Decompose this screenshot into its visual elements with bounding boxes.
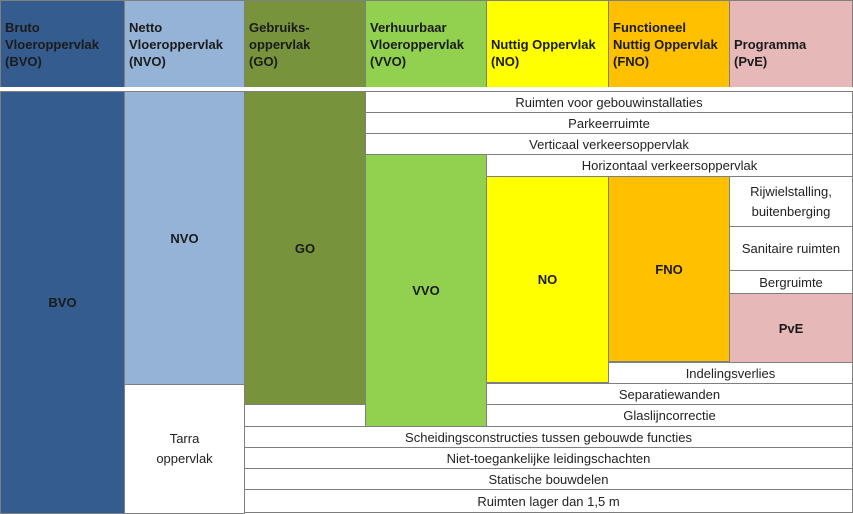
horizontaal-label: Horizontaal verkeersoppervlak (581, 158, 758, 173)
block-nvo (124, 91, 245, 385)
block-no-label: NO (537, 272, 558, 287)
block-sanitair (729, 226, 853, 271)
header-no-line1 (491, 19, 596, 36)
header-no (486, 0, 609, 88)
sanitair-label: Sanitaire ruimten (741, 241, 841, 256)
block-pve-label: PvE (778, 320, 804, 336)
row-leiding (244, 447, 853, 469)
row-verticaal (365, 133, 853, 155)
block-go-gap (244, 404, 366, 428)
row-scheiding (244, 426, 853, 448)
header-vvo-line2: Vloeroppervlak (370, 36, 464, 52)
block-vvo (365, 154, 487, 427)
block-fno-label: FNO (655, 261, 683, 277)
row-glaslijn (486, 404, 853, 427)
block-fno (608, 176, 730, 362)
header-fno-line1: Functioneel (613, 19, 686, 35)
row-horizontaal (486, 154, 853, 177)
block-berg (729, 270, 853, 294)
header-vvo-line3: (VVO) (370, 53, 407, 69)
block-rijwiel (729, 176, 853, 227)
lager-label: Ruimten lager dan 1,5 m (477, 493, 620, 509)
header-nvo (124, 0, 245, 88)
block-nvo-label: NVO (170, 230, 199, 246)
block-bvo (0, 91, 125, 514)
row-statisch (244, 468, 853, 490)
header-pve-line1 (734, 19, 806, 36)
block-pve (729, 293, 853, 363)
header-vvo (365, 0, 487, 88)
header-nvo-line2: Vloeroppervlak (129, 36, 223, 52)
rijwiel-line1: Rijwielstalling, (750, 183, 832, 199)
header-no-line2: Nuttig Oppervlak (491, 36, 596, 52)
block-tarra (124, 384, 245, 514)
header-no-line3: (NO) (491, 53, 520, 69)
verticaal-label: Verticaal verkeersoppervlak (529, 136, 689, 152)
block-no (486, 176, 609, 383)
header-pve-line3: (PvE) (734, 53, 768, 69)
block-go-label: GO (294, 240, 316, 256)
row-lager (244, 489, 853, 513)
row-parkeer (365, 112, 853, 134)
block-go (244, 91, 366, 405)
scheiding-label: Scheidingsconstructies tussen gebouwde functies (405, 429, 692, 445)
block-vvo-label: VVO (412, 283, 440, 298)
block-tarra-line2: oppervlak (156, 451, 213, 466)
header-nvo-line1: Netto (129, 19, 163, 35)
glaslijn-label: Glaslijncorrectie (623, 408, 716, 423)
statisch-label: Statische bouwdelen (488, 471, 609, 487)
separatie-label: Separatiewanden (618, 386, 721, 402)
rijwiel-line2: buitenberging (751, 203, 831, 219)
block-bvo-label: BVO (48, 295, 77, 310)
leiding-label: Niet-toegankelijke leidingschachten (446, 450, 651, 466)
installaties-label: Ruimten voor gebouwinstallaties (515, 94, 703, 110)
berg-label: Bergruimte (759, 274, 823, 290)
header-fno-line3: (FNO) (613, 53, 650, 69)
header-nvo-line3: (NVO) (129, 53, 166, 69)
header-go-line2: oppervlak (249, 36, 311, 52)
header-fno (608, 0, 730, 88)
header-bvo-line1: Bruto (5, 19, 40, 35)
row-indeling (608, 362, 853, 384)
header-go-line3: (GO) (249, 53, 278, 69)
indeling-label: Indelingsverlies (685, 365, 776, 381)
header-pve (729, 0, 853, 88)
header-pve-line2: Programma (734, 36, 807, 52)
header-vvo-line1: Verhuurbaar (370, 19, 447, 35)
header-bvo-line3: (BVO) (5, 53, 42, 69)
header-bvo-line2: Vloeroppervlak (5, 36, 99, 52)
row-installaties (365, 91, 853, 113)
header-go (244, 0, 366, 88)
block-tarra-line1: Tarra (169, 431, 200, 446)
header-go-line1: Gebruiks- (249, 19, 310, 35)
header-bvo (0, 0, 125, 88)
parkeer-label: Parkeerruimte (568, 115, 650, 131)
header-fno-line2: Nuttig Oppervlak (613, 36, 718, 52)
row-separatie (486, 383, 853, 405)
